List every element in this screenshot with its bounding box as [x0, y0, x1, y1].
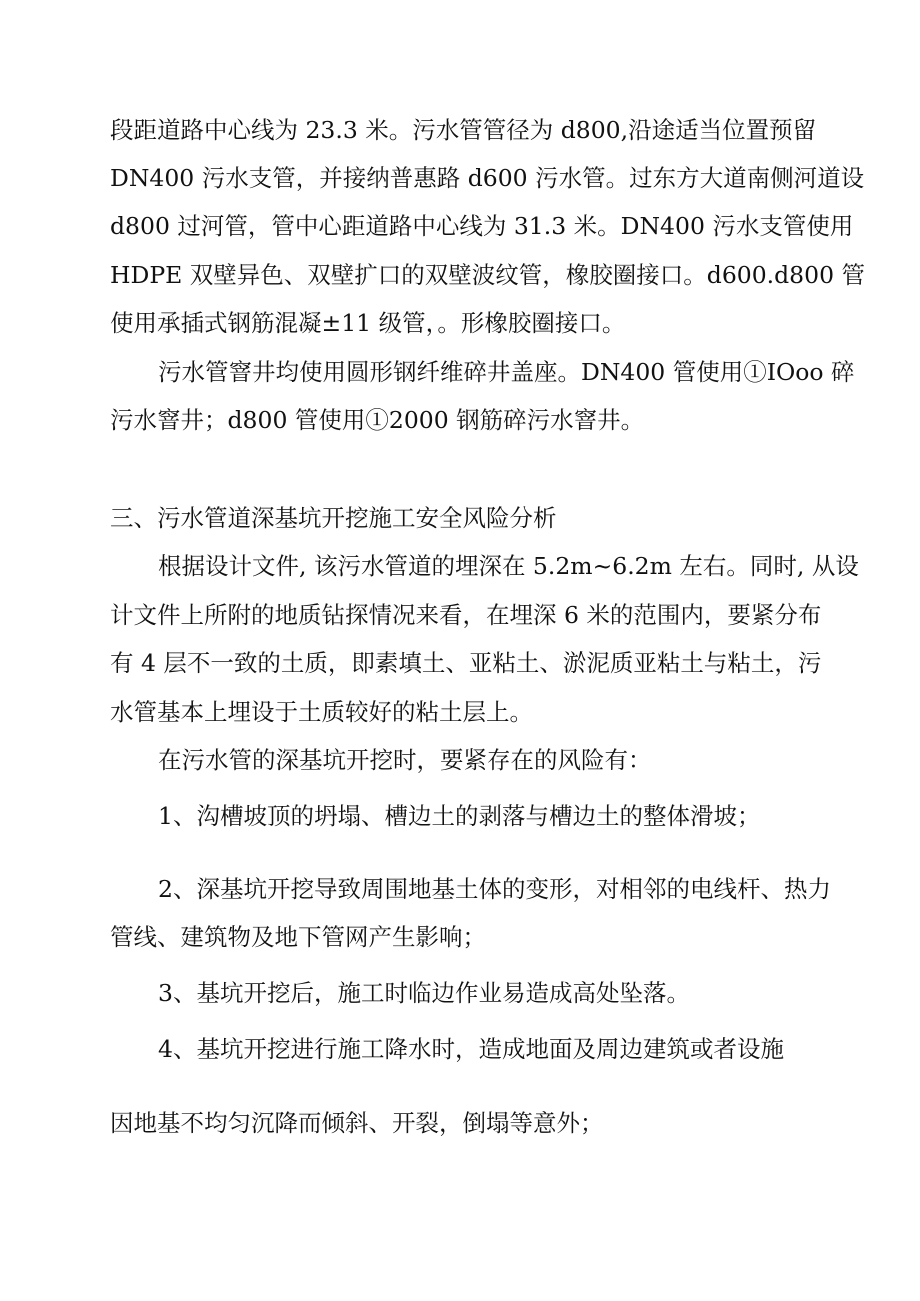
list-item-4-line-2: 因地基不均匀沉降而倾斜、开裂，倒塌等意外；: [110, 1109, 604, 1137]
para3-line-4: 水管基本上埋设于土质较好的粘土层上。: [110, 698, 533, 726]
list-item-3: 3、基坑开挖后，施工时临边作业易造成高处坠落。: [158, 979, 690, 1007]
list-item-4-line-1: 4、基坑开挖进行施工降水时，造成地面及周边建筑或者设施: [158, 1035, 784, 1063]
list-item-1: 1、沟槽坡顶的坍塌、槽边土的剥落与槽边土的整体滑坡；: [158, 802, 761, 830]
section-heading: 三、污水管道深基坑开挖施工安全风险分析: [110, 504, 557, 532]
para1-line-2: DN400 污水支管，并接纳普惠路 d600 污水管。过东方大道南侧河道设: [110, 164, 865, 192]
list-item-2-line-2: 管线、建筑物及地下管网产生影响；: [110, 923, 486, 951]
para2-line-2: 污水窨井；d800 管使用①2000 钢筋碎污水窨井。: [110, 406, 645, 434]
para1-line-5: 使用承插式钢筋混凝±11 级管，。形橡胶圈接口。: [110, 309, 626, 337]
list-item-2-line-1: 2、深基坑开挖导致周围地基土体的变形，对相邻的电线杆、热力: [158, 875, 831, 903]
para1-line-1: 段距道路中心线为 23.3 米。污水管管径为 d800,沿途适当位置预留: [110, 116, 817, 144]
para3-line-1: 根据设计文件, 该污水管道的埋深在 5.2m~6.2m 左右。同时, 从设: [158, 552, 859, 580]
para1-line-4: HDPE 双壁异色、双壁扩口的双壁波纹管，橡胶圈接口。d600.d800 管: [110, 261, 866, 289]
para2-line-1: 污水管窨井均使用圆形钢纤维碎井盖座。DN400 管使用①IOoo 碎: [158, 358, 855, 386]
para1-line-3: d800 过河管，管中心距道路中心线为 31.3 米。DN400 污水支管使用: [110, 212, 854, 240]
para3-line-3: 有 4 层不一致的土质，即素填土、亚粘土、淤泥质亚粘土与粘土，污: [110, 649, 822, 677]
para3-line-2: 计文件上所附的地质钻探情况来看，在埋深 6 米的范围内，要紧分布: [110, 601, 822, 629]
para4: 在污水管的深基坑开挖时，要紧存在的风险有：: [158, 746, 652, 774]
